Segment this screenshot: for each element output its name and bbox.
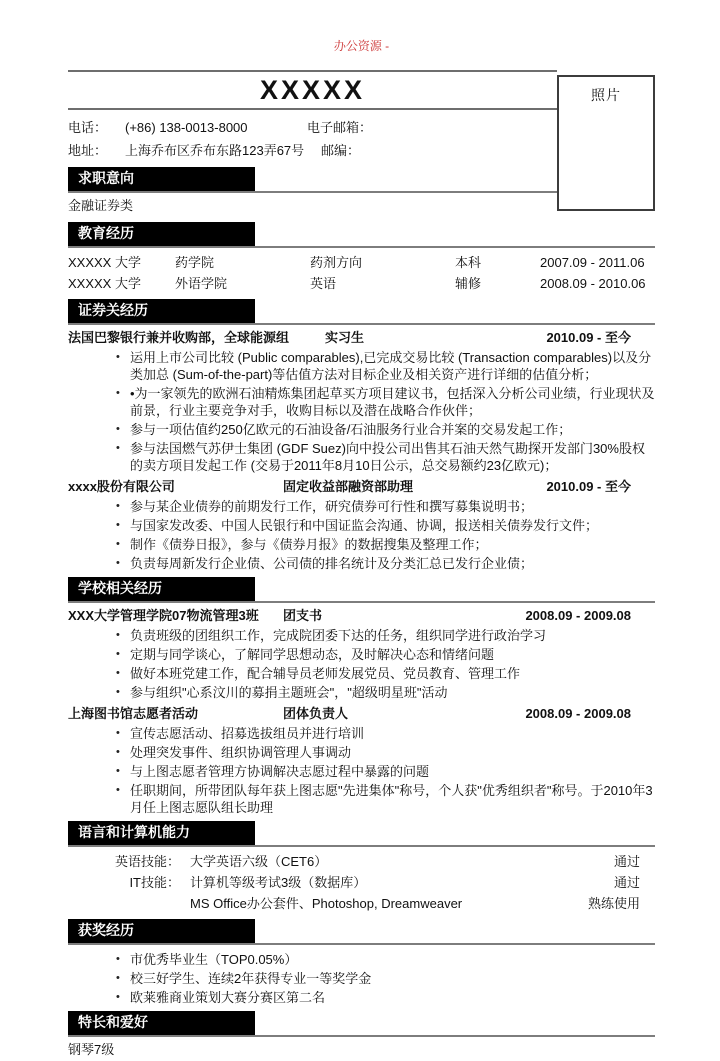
entry-role: 实习生 — [325, 330, 365, 345]
section-rule — [68, 1011, 655, 1037]
section-school — [68, 577, 655, 816]
award-item: • 市优秀毕业生（TOP0.05%） — [115, 951, 655, 968]
section-title-school: 学校相关经历 — [68, 577, 255, 601]
bullet-item: • 任职期间，所带团队每年获上图志愿"先进集体"称号，个人获"优秀组织者"称号。于2010年3月任上图志愿队组长助理 — [115, 782, 655, 816]
postcode-label: 邮编： — [321, 143, 361, 158]
education-table — [68, 252, 655, 294]
edu-major: 药剂方向 — [310, 255, 363, 270]
entry-company: 法国巴黎银行兼并收购部，全球能源组 — [68, 330, 290, 345]
email-cell — [307, 116, 557, 139]
section-title-securities: 证券关经历 — [68, 299, 255, 323]
bullet-item: • 与上图志愿者管理方协调解决志愿过程中暴露的问题 — [115, 763, 655, 780]
skill-value: MS Office办公套件、Photoshop, Dreamweaver — [190, 896, 463, 911]
section-title-hobbies: 特长和爱好 — [68, 1011, 255, 1035]
entry-bullets — [68, 627, 655, 701]
bullet-item: • 参与组织"心系汶川的募捐主题班会"，"超级明星班"活动 — [115, 684, 655, 701]
skill-status: 通过 — [613, 875, 640, 890]
section-securities — [68, 299, 655, 572]
bullet-item: • 负责班级的团组织工作，完成院团委下达的任务，组织同学进行政治学习 — [115, 627, 655, 644]
email-label: 电子邮箱： — [307, 120, 373, 135]
education-row — [68, 273, 655, 294]
bullet-item: • 定期与同学谈心，了解同学思想动态，及时解决心态和情绪问题 — [115, 646, 655, 663]
edu-school: XXXXX 大学 — [68, 255, 141, 270]
edu-degree: 辅修 — [455, 276, 482, 291]
edu-major: 英语 — [310, 276, 337, 291]
entry-company: 上海图书馆志愿者活动 — [68, 706, 199, 721]
section-skills — [68, 821, 655, 914]
section-rule — [68, 821, 655, 847]
skill-status: 通过 — [613, 854, 640, 869]
section-awards — [68, 919, 655, 1006]
bullet-item: • 参与某企业债券的前期发行工作，研究债券可行性和撰写募集说明书； — [115, 498, 655, 515]
entry-header — [68, 478, 655, 495]
bullet-item: • 处理突发事件、组织协调管理人事调动 — [115, 744, 655, 761]
award-item: • 欧莱雅商业策划大赛分赛区第二名 — [115, 989, 655, 1006]
address-value: 上海乔布区乔布东路123弄67号 — [125, 143, 305, 158]
objective-content: 金融证券类 — [68, 198, 134, 213]
entry-header — [68, 607, 655, 624]
bullet-item: • 宣传志愿活动、招募选拔组员并进行培训 — [115, 725, 655, 742]
contact-info — [68, 110, 557, 162]
bullet-item: • 与国家发改委、中国人民银行和中国证监会沟通、协调，报送相关债券发行文件； — [115, 517, 655, 534]
section-rule — [68, 919, 655, 945]
photo-label: 照片 — [591, 87, 621, 103]
phone-value: (+86) 138-0013-8000 — [125, 120, 248, 135]
bullet-item: • 运用上市公司比较 (Public comparables),已完成交易比较 (Transaction comparables)以及分类加总 (Sum-of-the-part)等估值方法对目标企业及相关资产进行详细的估值分析； — [115, 349, 655, 383]
award-item: • 校三好学生、连续2年获得专业一等奖学金 — [115, 970, 655, 987]
entry-period: 2008.09 - 2009.08 — [525, 608, 631, 623]
bullet-item: • 负责每周新发行企业债、公司债的排名统计及分类汇总已发行企业债； — [115, 555, 655, 572]
skill-label: IT技能： — [129, 875, 180, 890]
section-title-objective: 求职意向 — [68, 167, 255, 191]
skill-value: 计算机等级考试3级（数据库） — [190, 875, 367, 890]
phone-label: 电话： — [68, 120, 108, 135]
edu-degree: 本科 — [455, 255, 482, 270]
entry-role: 团支书 — [283, 608, 323, 623]
contact-row-phone — [68, 116, 557, 139]
skill-row — [68, 893, 655, 914]
hobbies-content: 钢琴7级 — [68, 1042, 115, 1057]
candidate-name: XXXXX — [68, 72, 557, 110]
skill-row — [68, 872, 655, 893]
edu-college: 药学院 — [175, 255, 215, 270]
entry-period: 2008.09 - 2009.08 — [525, 706, 631, 721]
entry-role: 固定收益部融资部助理 — [283, 479, 414, 494]
edu-school: XXXXX 大学 — [68, 276, 141, 291]
skill-value: 大学英语六级（CET6） — [190, 854, 328, 869]
watermark-text: 办公资源 - — [333, 39, 390, 53]
contact-row-address — [68, 139, 557, 162]
address-label: 地址： — [68, 143, 108, 158]
entry-role: 团体负责人 — [283, 706, 349, 721]
postcode-cell — [321, 139, 557, 162]
section-hobbies — [68, 1011, 655, 1061]
section-rule — [68, 222, 655, 248]
section-rule — [68, 577, 655, 603]
section-education — [68, 222, 655, 294]
section-rule — [68, 299, 655, 325]
skill-label: 英语技能： — [114, 854, 180, 869]
entry-company: xxxx股份有限公司 — [68, 479, 175, 494]
education-row — [68, 252, 655, 273]
skills-table — [68, 851, 655, 914]
entry-bullets — [68, 725, 655, 816]
photo-placeholder — [557, 75, 655, 211]
bullet-item: • 做好本班党建工作，配合辅导员老师发展党员、党员教育、管理工作 — [115, 665, 655, 682]
skill-row — [68, 851, 655, 872]
entry-bullets — [68, 349, 655, 474]
section-title-education: 教育经历 — [68, 222, 255, 246]
skill-label — [68, 893, 180, 914]
entry-period: 2010.09 - 至今 — [546, 479, 631, 494]
entry-header — [68, 705, 655, 722]
entry-bullets — [68, 498, 655, 572]
skill-status: 熟练使用 — [587, 896, 640, 911]
bullet-item: • 制作《债券日报》，参与《债券月报》的数据搜集及整理工作； — [115, 536, 655, 553]
edu-period: 2008.09 - 2010.06 — [540, 276, 646, 291]
edu-period: 2007.09 - 2011.06 — [540, 255, 645, 270]
bullet-item: • •为一家领先的欧洲石油精炼集团起草买方项目建议书，包括深入分析公司业绩，行业现状及前景，行业主要竞争对手，收购目标以及潜在战略合作伙伴； — [115, 385, 655, 419]
section-title-skills: 语言和计算机能力 — [68, 821, 255, 845]
entry-period: 2010.09 - 至今 — [546, 330, 631, 345]
awards-list — [68, 951, 655, 1006]
bullet-item: • 参与一项估值约250亿欧元的石油设备/石油服务行业合并案的交易发起工作； — [115, 421, 655, 438]
bullet-item: • 参与法国燃气苏伊士集团 (GDF Suez)向中投公司出售其石油天然气勘探开发部门30%股权的卖方项目发起工作 (交易于2011年8月10日公示，总交易额约23亿欧元)； — [115, 440, 655, 474]
edu-college: 外语学院 — [175, 276, 228, 291]
entry-header — [68, 329, 655, 346]
entry-company: XXX大学管理学院07物流管理3班 — [68, 608, 259, 623]
section-title-awards: 获奖经历 — [68, 919, 255, 943]
header-block — [68, 70, 557, 162]
